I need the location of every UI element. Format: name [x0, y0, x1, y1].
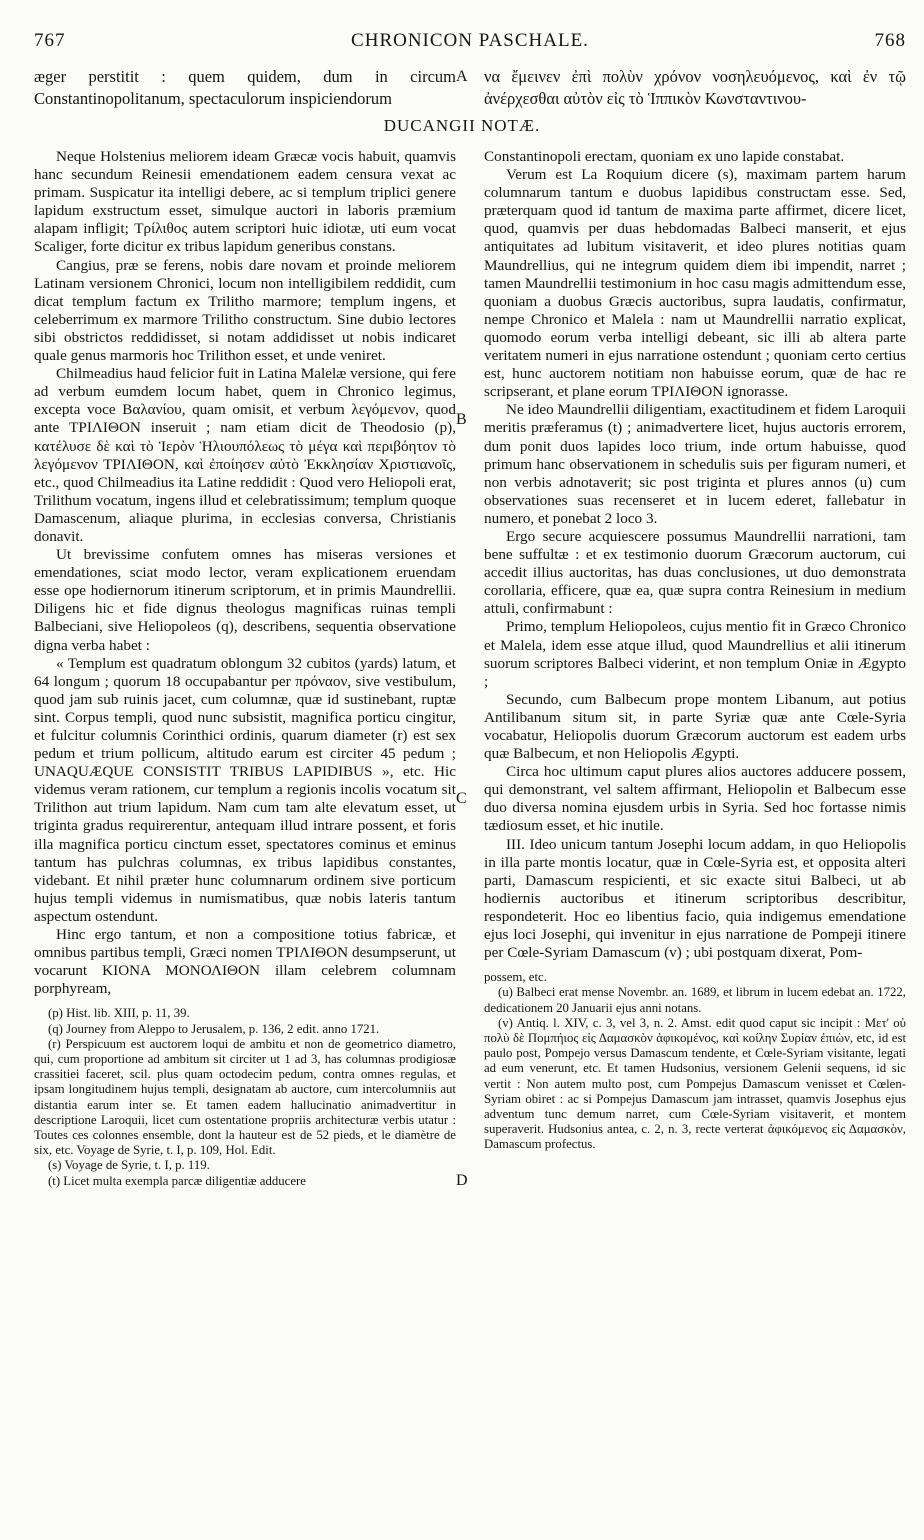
right-column	[470, 148, 906, 1526]
page-number-right: 768	[874, 30, 906, 51]
left-footnotes	[34, 1006, 456, 1188]
margin-marker-d: D	[456, 1172, 468, 1189]
left-column	[34, 148, 470, 1526]
margin-marker-a: A	[456, 68, 468, 85]
paragraph: Chilmeadius haud felicior fuit in Latina Malelæ versione, qui fere ad verbum eumdem locum habet, quem in Chronico legimus, excepta voce Βαλανίου, quam omisit, et verbum λεγόμενον, quod ante ΤΡΙΛΙΘΟΝ inseruit ; nam etiam dicit de Theodosio (p), κατέλυσε δὲ καὶ τὸ Ἱερὸν Ἡλιουπόλεως τὸ μέγα καὶ περιβόητον τὸ λεγόμενον ΤΡΙΛΙΘΟΝ, καὶ ἐποίησεν αὐτὸ Ἐκκλησίαν Χριστιανοῖς, etc., quod Chilmeadius ita Latine reddidit : Quod vero Heliopoli erat, Trilithum vocatum, ingens illud et celebratissimum; templum quoque Damascenum, aliaque plurima, in ecclesias conversa, Christianis donavit.	[34, 365, 456, 545]
paragraph: Ne ideo Maundrellii diligentiam, exactitudinem et fidem Laroquii meritis præferamus (t) ; animadvertere licet, hujus auctoris errorem, dum ponit duos lapides loco trium, inde ortum habuisse, quod primum hanc observationem in schedulis suis per figuram numeri, et non verbis adnotaverit; sic post triginta et plures annos (u) cum observationes suas recenseret et in lucem ederet, fallebatur in numero, et ponebat 2 loco 3.	[484, 401, 906, 527]
paragraph: Verum est La Roquium dicere (s), maximam partem harum columnarum tantum e duobus lapidibus constructam esse. Sed, præterquam quod id tantum de maxima parte affirmet, dicere licet, quod, quamvis per duas hebdomadas Balbeci manserit, et ejus antiquitates ad lubitum visitaverit, et ideo plures notitias quam Maundrellius, qui ne integrum quidem diem ibi impendit, narret ; tamen Maundrellii testimonium in hoc casu magis admittendum esse, quoniam a duobus Græcis auctoribus, supra laudatis, confirmatur, nempe Chronico et Malela : nam ut Maundrellii narratio explicat, quomodo eorum verba intelligi debeant, sic illi ab altera parte veritatem numeri in ejus narratione ostendunt ; quoniam certo certius est, hunc auctorem notitiam non habuisse eorum, quæ de hac re scripserant, et plane eorum ΤΡΙΛΙΘΟΝ ignorasse.	[484, 166, 906, 401]
paragraph: Cangius, præ se ferens, nobis dare novam et proinde meliorem Latinam versionem Chronici, locum non intelligibilem reddidit, cum dicat templum factum ex Trilitho marmore; templum ingens, et celeberrimum ex marmore Trilitho constructum. Sine dubio lectores sibi obstrictos reddidisset, si notam addidisset ut nobis indicaret quale genus marmoris hoc Trilithon esset, et unde veniret.	[34, 256, 456, 365]
margin-marker-b: B	[456, 411, 467, 428]
left-body	[34, 148, 456, 998]
running-title: CHRONICON PASCHALE.	[351, 30, 589, 51]
footnote: (r) Perspicuum est auctorem loqui de ambitu et non de geometrico diametro, qui, cum proportione ad ambitum sit circiter ut 1 ad 3, has columnas prodigiosæ crassitiei faceret, scil. plus quam octodecim pedum, contra omnes regulas, et ipsam longitudinem hujus templi, designatam ab auctore, cum intercolumniis aut distantia earum inter se. Et tamen eadem hallucinatio animadvertitur in descriptione Laroquii, licet cum ostentatione propriis architecturæ verbis utatur : Toutes ces colonnes ensemble, dont la hauteur est de 52 pieds, et le diamètre de six, etc. Voyage de Syrie, t. I, p. 109, Hol. Edit.	[34, 1036, 456, 1158]
paragraph: Secundo, cum Balbecum prope montem Libanum, aut potius Antilibanum situm sit, in parte Syriæ quæ ante Cœle-Syria vocabatur, Heliopolis duorum Græcorum auctorum est eadem urbs quæ Balbecum, et non Heliopolis Ægypti.	[484, 690, 906, 763]
footnote: (q) Journey from Aleppo to Jerusalem, p. 136, 2 edit. anno 1721.	[48, 1021, 380, 1036]
top-greek-text: να ἔμεινεν ἐπὶ πολὺν χρόνον νοσηλευόμενος, καὶ ἐν τῷ ἀνέρχεσθαι αὐτὸν εἰς τὸ Ἱππικὸν Κωνσταντινου-	[484, 67, 906, 108]
section-title: DUCANGII NOTÆ.	[383, 116, 541, 135]
page-header	[34, 30, 906, 60]
margin-marker-c: C	[456, 790, 467, 807]
footnote: (s) Voyage de Syrie, t. I, p. 119.	[48, 1158, 210, 1173]
paragraph: Ut brevissime confutem omnes has miseras versiones et emendationes, sciat modo lector, veram explicationem eruendam esse ope hodiernorum itinerum scriptorum, et in primis Maundrellii. Diligens hic et fide dignus theologus magnificas ruinas templi Balbeciani, sive Heliopoleos (q), describens, sequentia observatione digna verba habet :	[34, 546, 456, 654]
footnote: (t) Licet multa exempla parcæ diligentiæ adducere	[48, 1173, 306, 1188]
top-latin-text: æger perstitit : quem quidem, dum in circum Constantinopolitanum, spectaculorum inspiciendorum	[34, 67, 456, 108]
paragraph: Constantinopoli erectam, quoniam ex uno lapide constabat.	[484, 148, 845, 165]
top-text	[34, 66, 906, 114]
paragraph: Neque Holstenius meliorem ideam Græcæ vocis habuit, quamvis hanc secundum Reinesii emendationem eadem censura vexat ac primam. Suspicatur ita intelligi debere, ac si templum triplici genere lapidum exstructum esset, simulque auctori in laboris præmium alapam infligit; Τρίλιθος autem scriptori huic idiotæ, uti eum vocat Scaliger, forte dicitur ex tribus lapidum generibus constans.	[34, 148, 456, 256]
paragraph: III. Ideo unicum tantum Josephi locum addam, in quo Heliopolis in illa parte montis locatur, quæ in Cœle-Syria est, et opposita alteri parti, Damascum respicienti, et sic exacte situi Balbeci, ut ab hodiernis auctoribus et itinerum scriptoribus describitur, respondeterit. Hoc eo libentius facio, quia indigemus emendatione ejus loci Josephi, qui invenitur in ejus narratione de Pompeji itinere per Cœle-Syriam Damascum (v) ; ubi postquam dixerat, Pom-	[484, 835, 906, 962]
paragraph: Hinc ergo tantum, et non a compositione totius fabricæ, et omnibus partibus templi, Græci nomen ΤΡΙΛΙΘΟΝ desumpserunt, ut vocarunt ΚΙΟΝΑ ΜΟΝΟΛΙΘΟΝ illam celebrem columnam porphyream,	[34, 926, 456, 998]
footnote: possem, etc.	[484, 970, 547, 985]
paragraph: « Templum est quadratum oblongum 32 cubitos (yards) latum, et 64 longum ; quorum 18 occupabantur per πρόναον, sive vestibulum, quod jam sub ruinis jacet, cum columnæ, quæ id sustinebant, ruptæ sint. Corpus templi, quod nunc subsistit, magnifica porticu cingitur, et fulcitur columnis Corinthici ordinis, quarum diameter (r) est sex pedum et trium pollicum, altitudo earum est circiter 45 pedum ; UNAQUÆQUE CONSISTIT TRIBUS LAPIDIBUS », etc. Hic videmus veram rationem, cur templum a regionis incolis vocatum sit Trilithon aut trium lapidum. Nam cum tam alte elevatum esset, ut triginta gradus requirerentur, antequam illud intrare possent, et foris illa magnifica porticu cinctum esset, spectatores cominus et eminus tantum has pulchras columnas, ex tribus lapidibus constantes, videbant. Et nihil præter hunc columnarum ordinem sive porticum hujus templi videmus in numismatibus, quæ nobis lateris tantum aspectum ostendunt.	[34, 654, 456, 925]
footnote: (v) Antiq. l. XIV, c. 3, vel 3, n. 2. Amst. edit quod caput sic incipit : Μετ' οὐ πολὺ δὲ Πομπήιος εἰς Δαμασκὸν ἀφικομένος, καὶ κοίλην Συρίαν ἐπιὼν, etc, id est paulo post, Pompejo versus Damascum tendente, et Cœle-Syriam visitante, legati ad eum venerunt, etc. Et tamen Hudsonius, versionem Gelenii sequens, id sic vertit : Non autem multo post, cum Pompejus Damascum venisset et Cœlen-Syriam obiret : ac si Pompejus Damascum jam intrasset, quamvis Josephus ejus adventum tunc demum narret, cum Cœle-Syriam visitaverit, et montem superaverit. Hudsonius antea, c. 2, n. 3, recte verterat ἀφικόμενος εἰς Δαμασκὸν, Damascum profectus.	[484, 1015, 906, 1152]
right-footnotes	[484, 970, 906, 1152]
footnote: (u) Balbeci erat mense Novembr. an. 1689, et librum in lucem edebat an. 1722, dedicationem 20 Januarii ejus anni notans.	[484, 985, 906, 1015]
paragraph: Primo, templum Heliopoleos, cujus mentio fit in Græco Chronico et Malela, idem esse atque illud, quod Maundrellius et alii itinerum suorum scriptores Balbeci viderint, et non templum Oniæ in Ægypto ;	[484, 618, 906, 690]
footnote: (p) Hist. lib. XIII, p. 11, 39.	[48, 1006, 190, 1021]
paragraph: Circa hoc ultimum caput plures alios auctores adducere possem, qui demonstrant, vel saltem affirmant, Heliopolin et Balbecum esse duo diversa nomina ejusdem urbis in Syria. Sed hoc fortasse nimis tædiosum esset, et hic inutile.	[484, 763, 906, 835]
notes-body	[34, 148, 906, 1526]
page-number-left: 767	[34, 30, 66, 51]
right-body	[484, 148, 906, 962]
paragraph: Ergo secure acquiescere possumus Maundrellii narrationi, tam bene suffultæ : et ex testimonio duorum Græcorum auctorum, cui accedit illius auctoritas, has duas conclusiones, ut duo demonstrata corollaria, efficere, quæ ea, quæ supra contra Reinesium in medium attuli, confirmabunt :	[484, 527, 906, 618]
